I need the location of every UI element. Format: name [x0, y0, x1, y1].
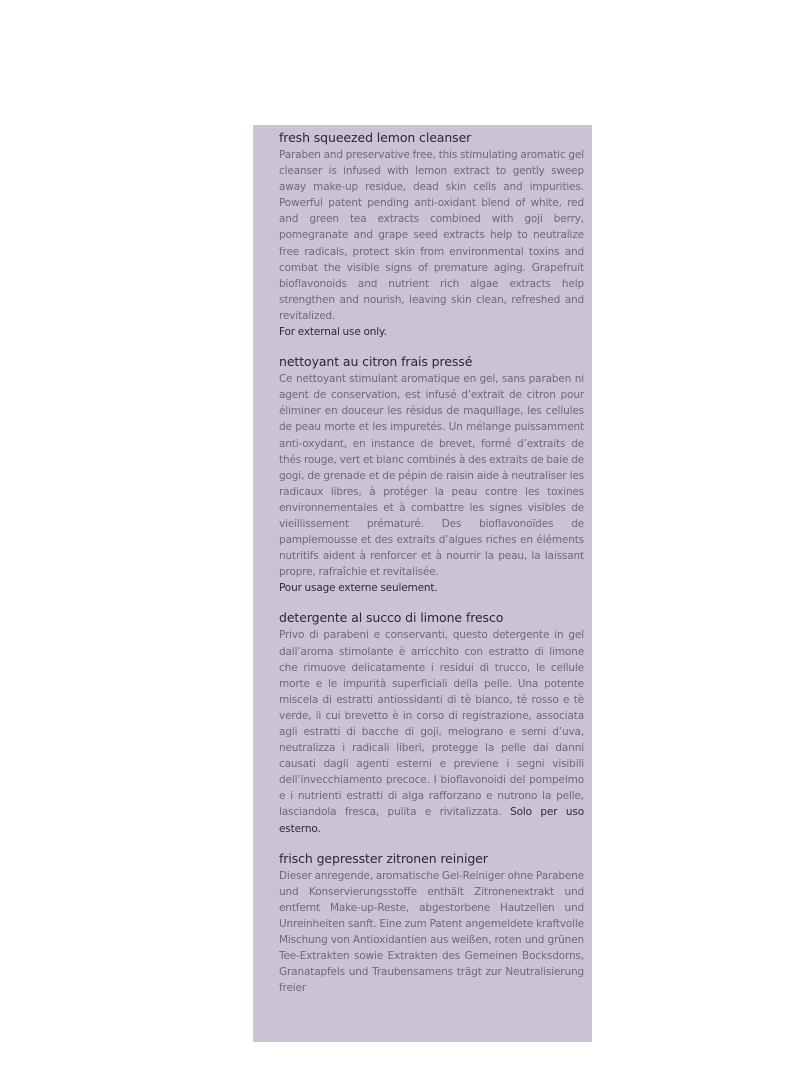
product-label-panel: [253, 125, 592, 1042]
body-text: Ce nettoyant stimulant aromatique en gel, sans paraben ni agent de conservation, est infusé d’extrait de citron pour éliminer en douceur les résidus de maquillage, les cellules de peau morte et les impuretés. Un mélange puissamment anti-oxydant, en instance de brevet, formé d’extraits de thés rouge, vert et blanc combinés à des extraits de baie de gogi, de grenade et de pépin de raisin aide à neutraliser les radicaux libres, à protéger la peau contre les toxines environnementales et à combattre les signes visibles de vieillissement prématuré. Des bioflavonoïdes de pamplemousse et des extraits d’algues riches en éléments nutritifs aident à renforcer et à nourrir la peau, la laissant propre, rafraîchie et revitalisée.: [279, 373, 584, 579]
usage-note: Pour usage externe seulement.: [279, 582, 438, 595]
body-text: Dieser anregende, aromatische Gel-Reiniger ohne Parabene und Konservierungsstoffe enthält Zitronenextrakt und entfernt Make-up-Reste, abgestorbene Hautzellen und Unreinheiten sanft. Eine zum Patent angemeldete kraftvolle Mischung von Antioxidantien aus weißen, roten und grünen Tee-Extrakten sowie Extrakten des Gemeinen Bocksdorns, Granatapfels und Traubensamens trägt zur Neutralisierung freier: [279, 869, 584, 995]
section-italian: [279, 608, 584, 836]
section-german: [279, 849, 584, 997]
section-heading: frisch gepresster zitronen reiniger: [279, 850, 488, 866]
section-french: [279, 352, 584, 596]
section-body: [279, 147, 584, 340]
body-text: Paraben and preservative free, this stimulating aromatic gel cleanser is infused with lemon extract to gently sweep away make-up residue, dead skin cells and impurities. Powerful patent pending anti-oxidant blend of white, red and green tea extracts combined with goji berry, pomegranate and grape seed extracts help to neutralize free radicals, protect skin from environmental toxins and combat the visible signs of premature aging. Grapefruit bioflavonoids and nutrient rich algae extracts help strengthen and nourish, leaving skin clean, refreshed and revitalized.: [279, 149, 584, 322]
section-body: [279, 627, 584, 836]
section-heading: fresh squeezed lemon cleanser: [279, 130, 472, 145]
body-text: Privo di parabeni e conservanti, questo detergente in gel dall’aroma stimolante è arricchito con estratto di limone che rimuove delicatamente i residui di trucco, le cellule morte e le impurità superficiali della pelle. Una potente miscela di estratti antiossidanti di tè bianco, tè rosso e tè verde, il cui brevetto è in corso di registrazione, associata agli estratti di bacche di goji, melograno e semi d’uva, neutralizza i radicali liberi, protegge la pelle dai danni causati dagli agenti esterni e previene i segni visibili dell’invecchiamento precoce. I bioflavonoidi del pompelmo e i nutrienti estratti di alga rafforzano e nutrono la pelle, lasciandola fresca, pulita e rivitalizzata.: [279, 629, 584, 819]
section-heading: nettoyant au citron frais pressé: [279, 354, 473, 370]
section-body: [279, 868, 584, 997]
usage-note: Solo per uso esterno.: [279, 806, 584, 835]
usage-note: For external use only.: [279, 326, 387, 339]
section-body: [279, 371, 584, 596]
section-heading: detergente al succo di limone fresco: [279, 610, 504, 626]
section-english: [279, 128, 584, 340]
